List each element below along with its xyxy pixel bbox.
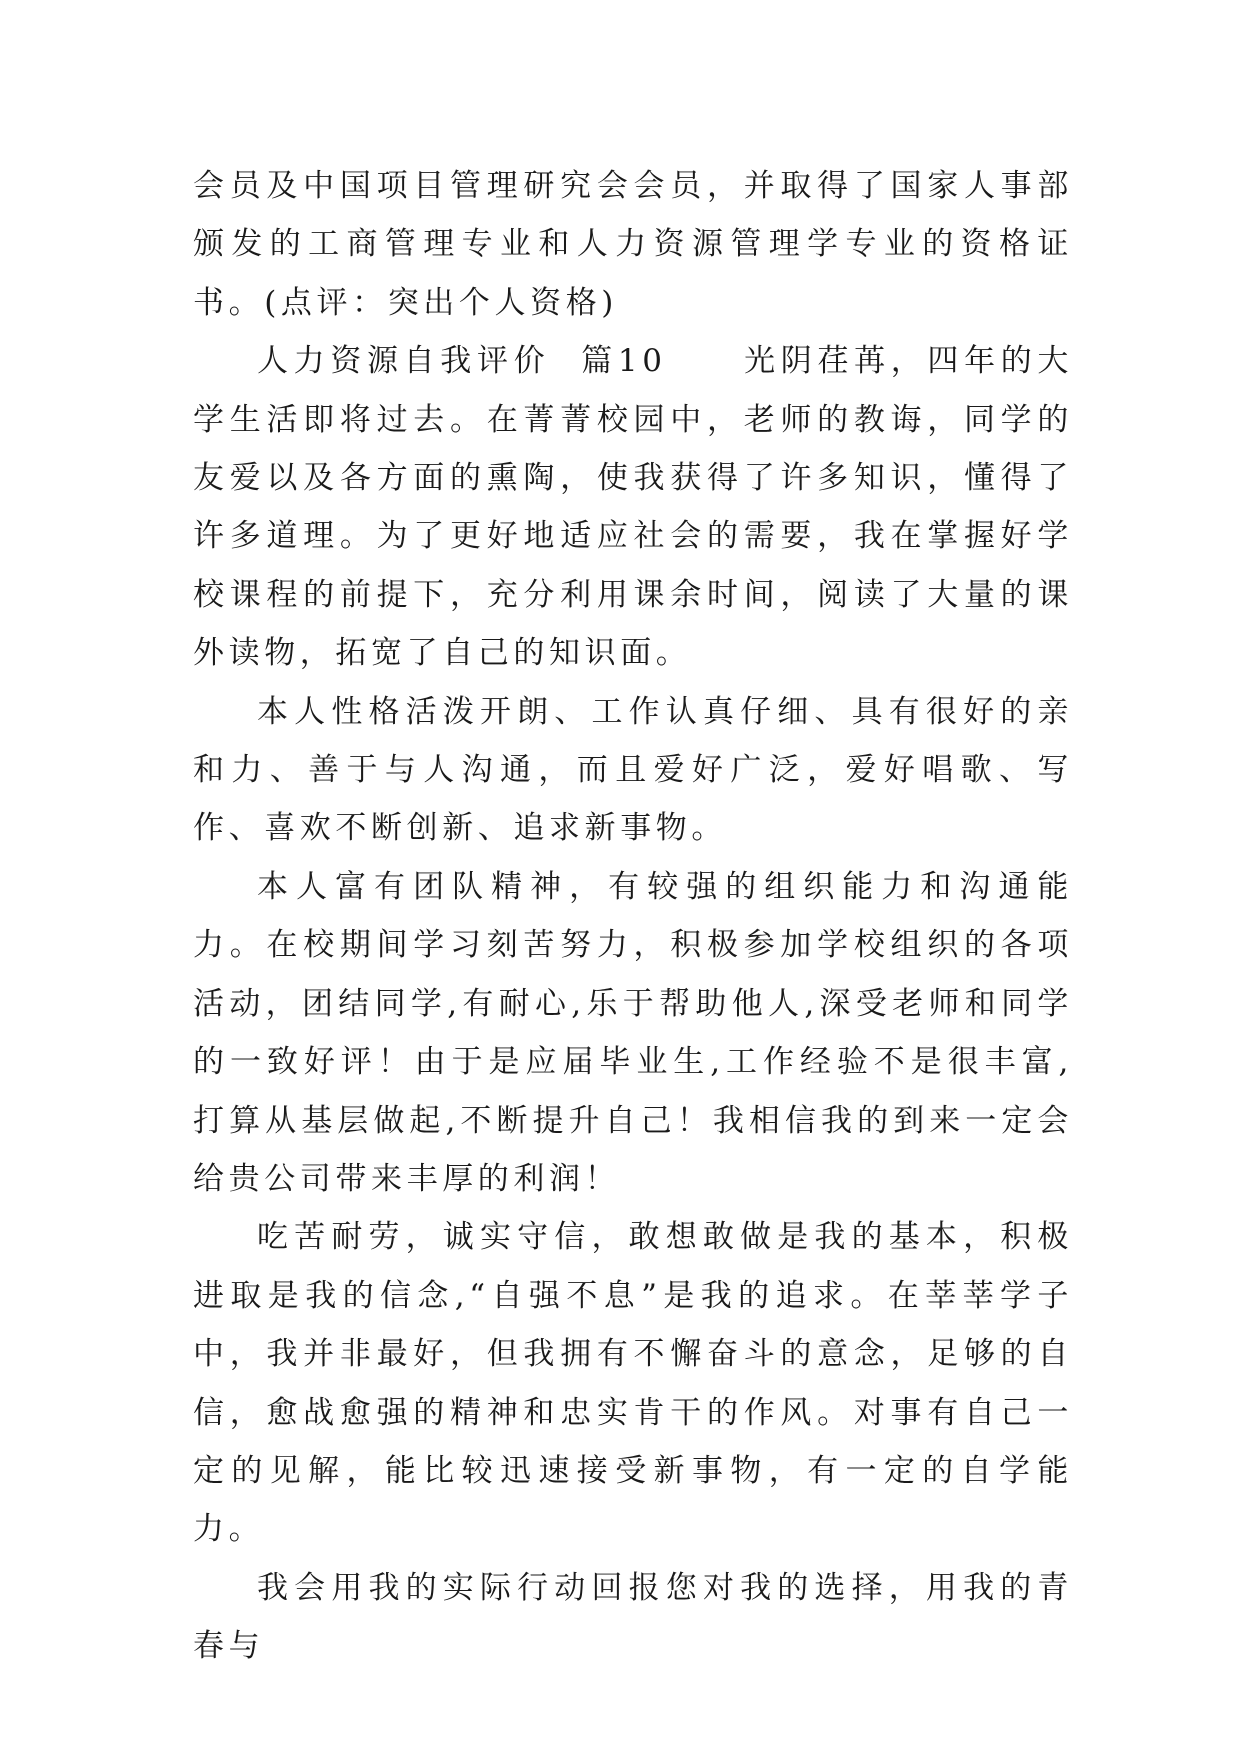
paragraph-teamwork: 本人富有团队精神，有较强的组织能力和沟通能力。在校期间学习刻苦努力，积极参加学校组织的各项活动，团结同学,有耐心,乐于帮助他人,深受老师和同学的一致好评！由于是应届毕业生,工作经验不是很丰富,打算从基层做起,不断提升自己！我相信我的到来一定会给贵公司带来丰厚的利润！: [193, 868, 1073, 1197]
paragraph-personality: 本人性格活泼开朗、工作认真仔细、具有很好的亲和力、善于与人沟通，而且爱好广泛，爱好唱歌、写作、喜欢不断创新、追求新事物。: [193, 693, 1073, 847]
paragraph-section-10-intro: 人力资源自我评价 篇10 光阴荏苒，四年的大学生活即将过去。在菁菁校园中，老师的教诲，同学的友爱以及各方面的熏陶，使我获得了许多知识，懂得了许多道理。为了更好地适应社会的需要，我在掌握好学校课程的前提下，充分利用课余时间，阅读了大量的课外读物，拓宽了自己的知识面。: [193, 343, 1073, 672]
paragraph-qualifications: 会员及中国项目管理研究会会员，并取得了国家人事部颁发的工商管理专业和人力资源管理学专业的资格证书。(点评：突出个人资格): [193, 168, 1073, 321]
paragraph-closing: 我会用我的实际行动回报您对我的选择，用我的青春与: [193, 1569, 1073, 1665]
paragraph-hardworking: 吃苦耐劳，诚实守信，敢想敢做是我的基本，积极进取是我的信念,“自强不息”是我的追求。在莘莘学子中，我并非最好，但我拥有不懈奋斗的意念，足够的自信，愈战愈强的精神和忠实肯干的作风。对事有自己一定的见解，能比较迅速接受新事物，有一定的自学能力。: [193, 1219, 1073, 1548]
document-body: [193, 157, 1073, 1676]
